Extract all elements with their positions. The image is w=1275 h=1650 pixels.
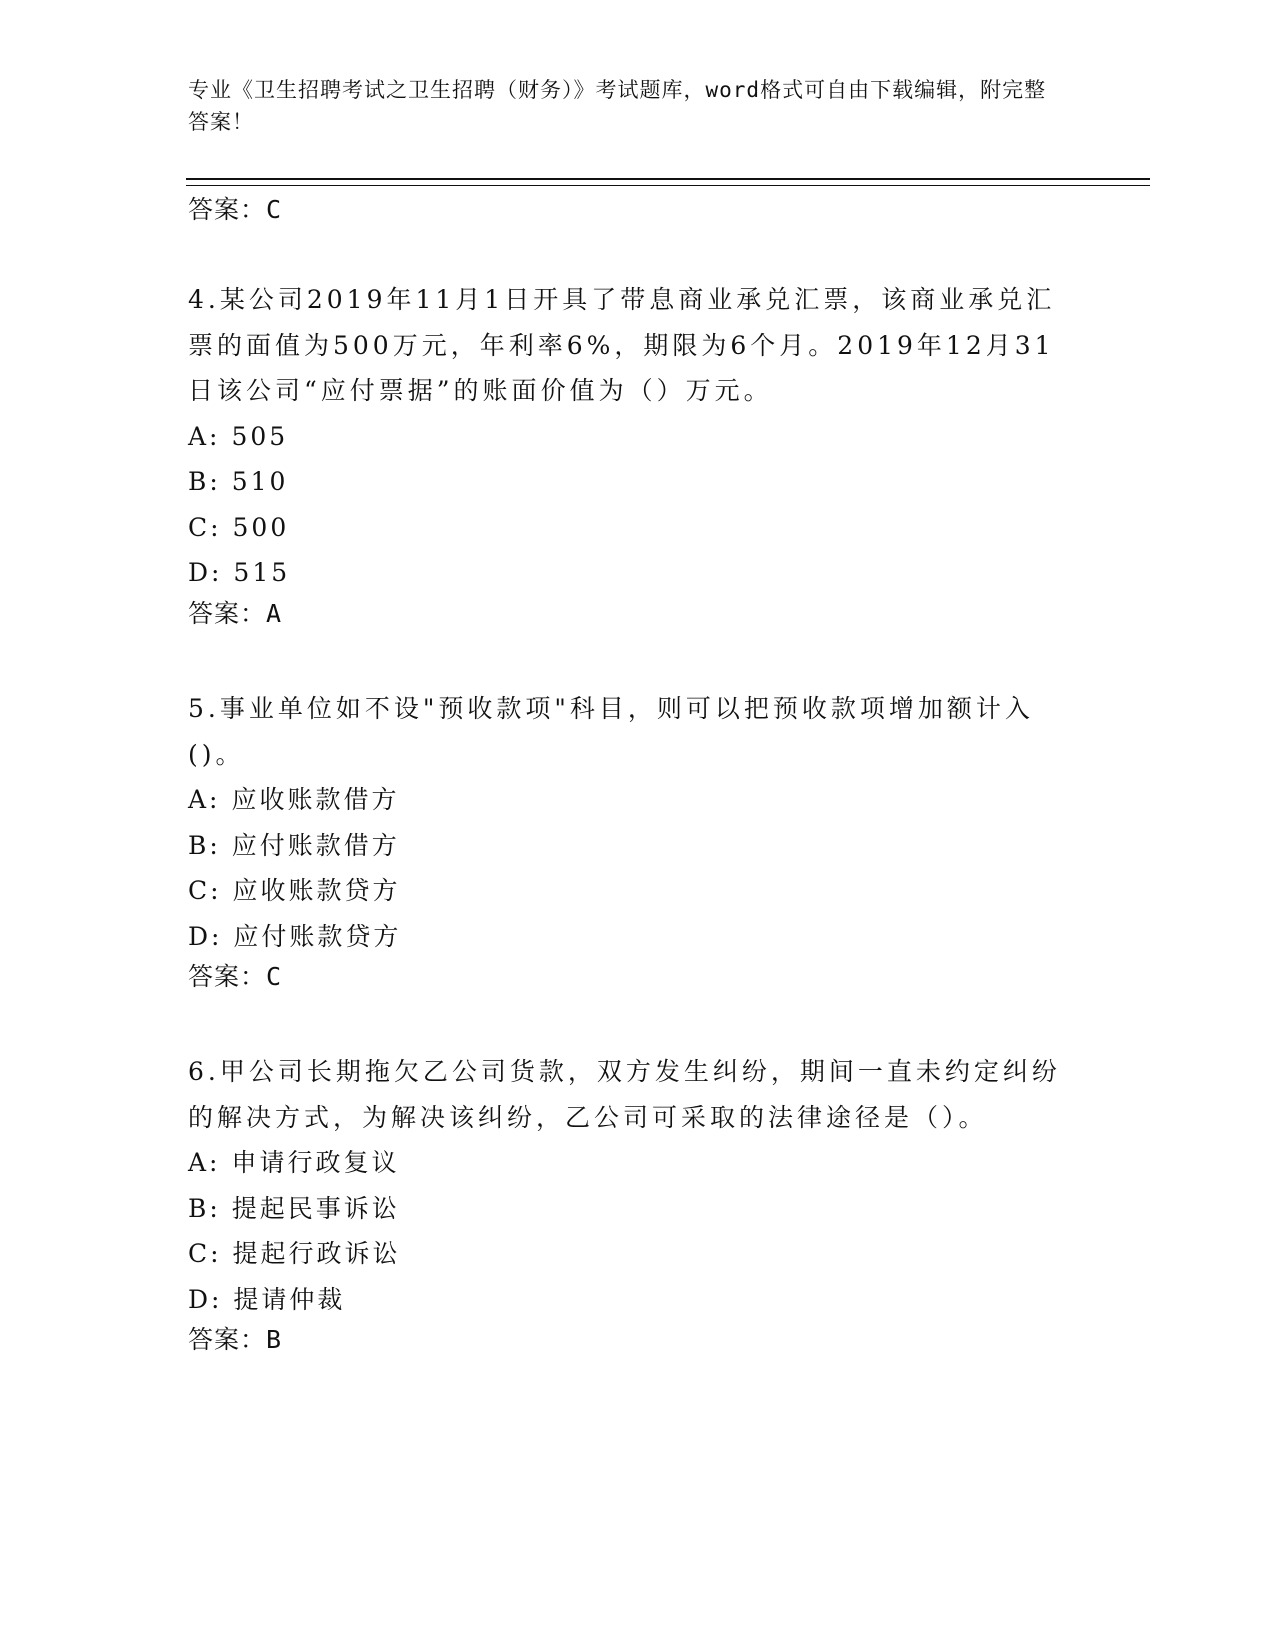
question-text — [188, 277, 1068, 414]
option-b — [188, 823, 1068, 869]
question-text — [188, 1049, 1068, 1140]
option-label: A: — [188, 1148, 221, 1177]
option-a — [188, 414, 1068, 460]
question-5 — [188, 686, 1068, 995]
option-text: 应收账款贷方 — [232, 876, 401, 905]
option-label: A: — [188, 421, 221, 451]
question-number: 6. — [188, 1057, 220, 1086]
question-number: 4. — [188, 285, 220, 314]
option-a — [188, 1140, 1068, 1186]
option-label: D: — [188, 921, 223, 951]
option-text: 提起民事诉讼 — [231, 1193, 400, 1223]
question-answer: 答案：A — [188, 598, 283, 628]
option-text: 510 — [231, 467, 289, 496]
question-answer: 答案：B — [188, 1325, 283, 1354]
option-text: 提请仲裁 — [233, 1284, 346, 1314]
option-label: D: — [188, 558, 223, 587]
option-d — [188, 1277, 1068, 1323]
option-label: C: — [188, 876, 222, 905]
option-label: B: — [188, 1193, 221, 1223]
option-b — [188, 459, 1068, 505]
option-c — [188, 868, 1068, 914]
option-c — [188, 1231, 1068, 1277]
header-text: 专业《卫生招聘考试之卫生招聘（财务）》考试题库，word格式可自由下载编辑，附完整答案！ — [188, 78, 1047, 134]
option-text: 提起行政诉讼 — [232, 1239, 401, 1268]
question-body: 事业单位如不设"预收款项"科目，则可以把预收款项增加额计入()。 — [188, 694, 1034, 769]
option-label: D: — [188, 1284, 223, 1314]
option-label: C: — [188, 1239, 222, 1268]
option-label: A: — [188, 785, 221, 814]
option-label: B: — [188, 467, 221, 496]
document-header — [188, 74, 1068, 138]
question-body: 某公司2019年11月1日开具了带息商业承兑汇票，该商业承兑汇票的面值为500万元，年利率6%，期限为6个月。2019年12月31日该公司“应付票据”的账面价值为（）万元。 — [188, 285, 1056, 405]
option-a — [188, 777, 1068, 823]
option-text: 应付账款贷方 — [233, 921, 402, 951]
option-text: 515 — [233, 558, 291, 587]
question-text — [188, 686, 1068, 777]
previous-answer: 答案：C — [188, 195, 283, 224]
question-number: 5. — [188, 694, 220, 723]
option-text: 应收账款借方 — [231, 785, 400, 814]
option-text: 应付账款借方 — [231, 830, 400, 860]
question-answer: 答案：C — [188, 962, 283, 991]
option-b — [188, 1186, 1068, 1232]
option-d — [188, 914, 1068, 960]
option-d — [188, 550, 1068, 596]
option-label: C: — [188, 512, 222, 542]
question-4 — [188, 277, 1068, 632]
option-label: B: — [188, 830, 221, 860]
option-text: 505 — [231, 421, 289, 451]
option-text: 500 — [232, 512, 290, 542]
option-text: 申请行政复议 — [231, 1148, 400, 1177]
question-body: 甲公司长期拖欠乙公司货款，双方发生纠纷，期间一直未约定纠纷的解决方式，为解决该纠纷，乙公司可采取的法律途径是（）。 — [188, 1057, 1061, 1132]
header-divider — [186, 178, 1150, 186]
question-6 — [188, 1049, 1068, 1358]
option-c — [188, 505, 1068, 551]
